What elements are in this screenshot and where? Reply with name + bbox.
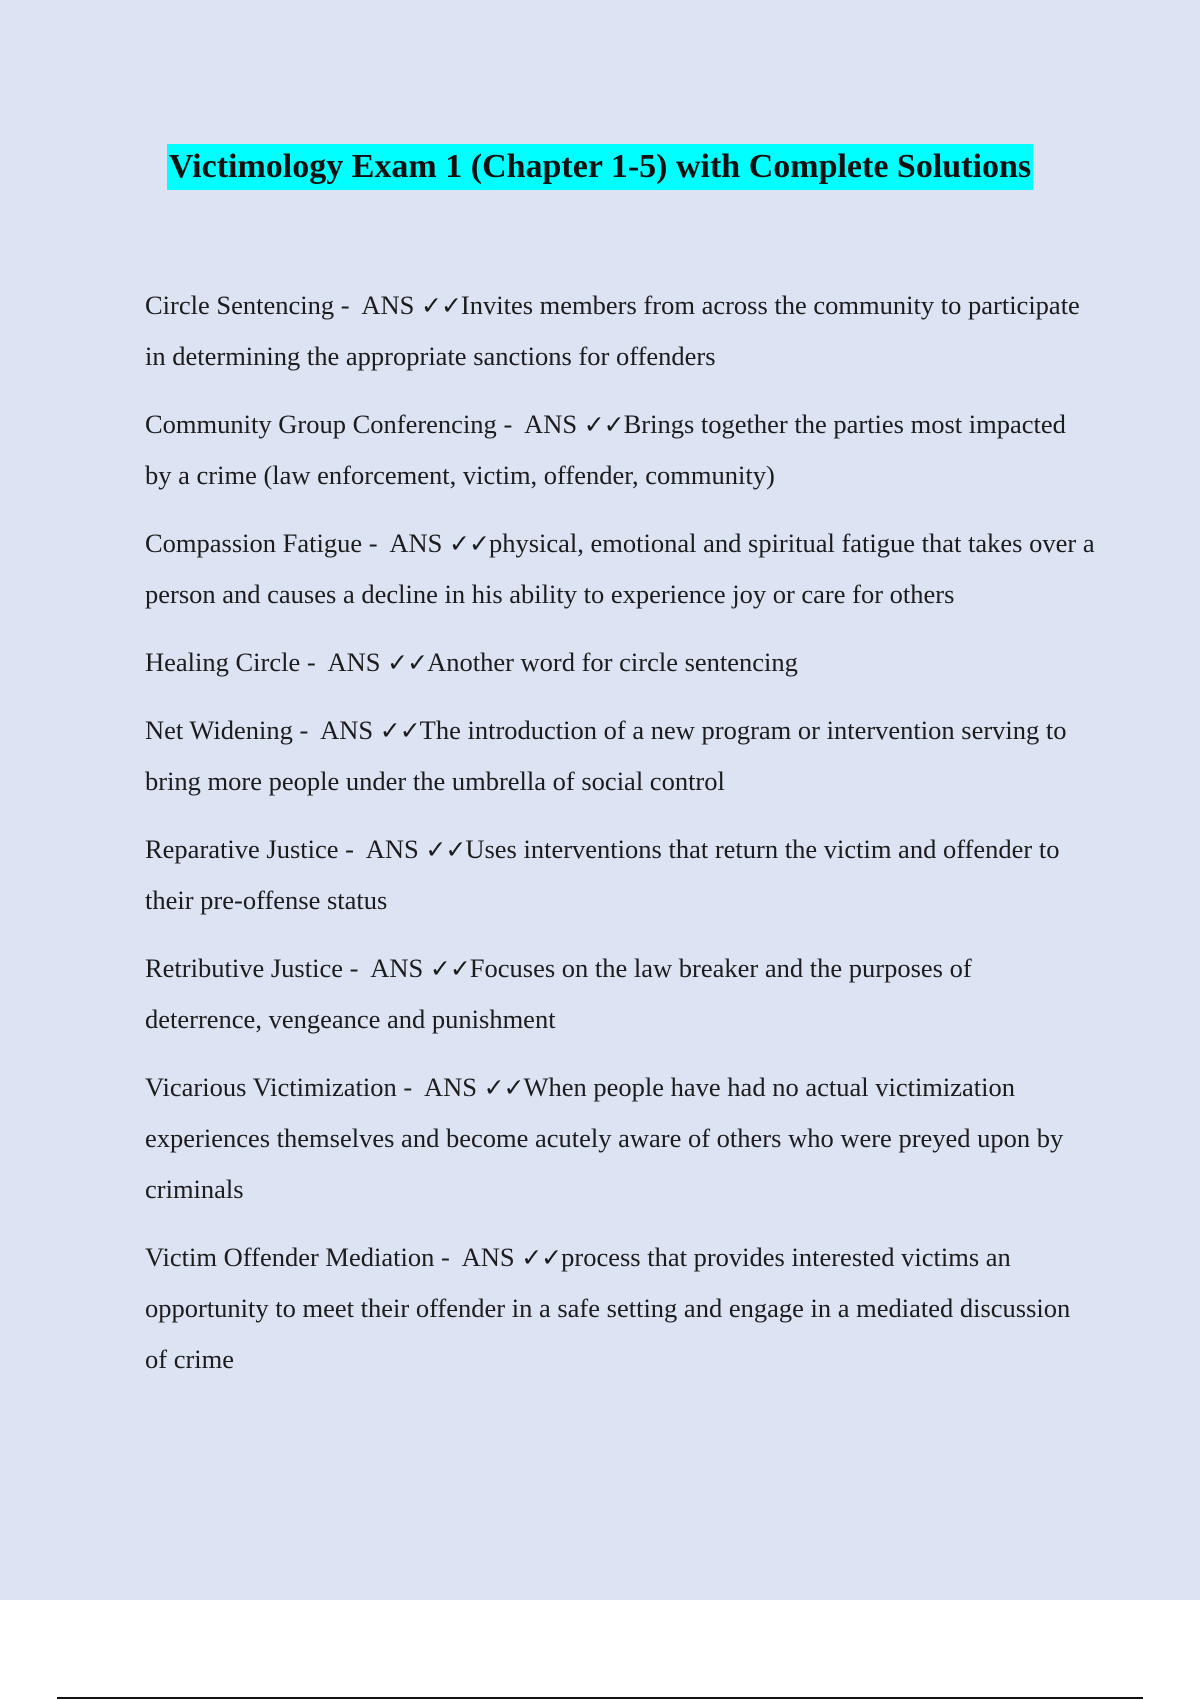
entry-term: Net Widening (145, 715, 293, 745)
entry-definition: Focuses on the law breaker and the purposes of deterrence, vengeance and punishment (145, 953, 972, 1034)
answer-label: ANS (365, 834, 426, 864)
double-check-icon: ✓✓ (429, 954, 470, 983)
entry-separator: - (342, 953, 371, 983)
entry-term: Victim Offender Mediation (145, 1242, 435, 1272)
entry-definition: The introduction of a new program or intervention serving to bring more people under the umbrella of social control (145, 715, 1067, 796)
list-item (145, 280, 1095, 382)
entry-separator: - (362, 528, 390, 558)
footer-divider (57, 1697, 1143, 1699)
entry-term: Circle Sentencing (145, 290, 335, 320)
double-check-icon: ✓✓ (483, 1073, 524, 1102)
double-check-icon: ✓✓ (421, 291, 461, 320)
list-item (145, 1062, 1095, 1215)
double-check-icon: ✓✓ (379, 716, 420, 745)
entry-list (145, 280, 1095, 1402)
entry-separator: - (292, 715, 321, 745)
double-check-icon: ✓✓ (521, 1243, 562, 1272)
double-check-icon: ✓✓ (449, 529, 489, 558)
entry-separator: - (496, 409, 525, 439)
entry-definition: When people have had no actual victimization experiences themselves and become acutely aware of others who were preyed upon by criminals (145, 1072, 1064, 1204)
answer-label: ANS (524, 409, 584, 439)
entry-separator: - (300, 647, 328, 677)
entry-term: Vicarious Victimization (145, 1072, 397, 1102)
list-item (145, 943, 1095, 1045)
answer-label: ANS (461, 1242, 522, 1272)
answer-label: ANS (423, 1072, 484, 1102)
answer-label: ANS (320, 715, 380, 745)
entry-definition: physical, emotional and spiritual fatigue that takes over a person and causes a decline in his ability to experience joy or care for others (145, 528, 1095, 609)
entry-definition: Uses interventions that return the victim and offender to their pre-offense status (145, 834, 1060, 915)
list-item (145, 637, 1095, 688)
entry-definition: Invites members from across the community to participate in determining the appropriate sanctions for offenders (145, 290, 1080, 371)
entry-separator: - (434, 1242, 462, 1272)
entry-separator: - (338, 834, 366, 864)
entry-term: Community Group Conferencing (145, 409, 497, 439)
answer-label: ANS (389, 528, 450, 558)
entry-definition: Brings together the parties most impacted by a crime (law enforcement, victim, offender, community) (145, 409, 1066, 490)
entry-separator: - (396, 1072, 424, 1102)
double-check-icon: ✓✓ (583, 410, 624, 439)
entry-term: Reparative Justice (145, 834, 339, 864)
list-item (145, 1232, 1095, 1385)
entry-separator: - (334, 290, 362, 320)
entry-term: Compassion Fatigue (145, 528, 363, 558)
list-item (145, 705, 1095, 807)
double-check-icon: ✓✓ (425, 835, 466, 864)
double-check-icon: ✓✓ (387, 648, 428, 677)
answer-label: ANS (370, 953, 430, 983)
answer-label: ANS (327, 647, 388, 677)
list-item (145, 399, 1095, 501)
entry-definition: process that provides interested victims an opportunity to meet their offender in a safe setting and engage in a mediated discussion of crime (145, 1242, 1071, 1374)
document-title: Victimology Exam 1 (Chapter 1-5) with Complete Solutions (167, 144, 1033, 190)
answer-label: ANS (361, 290, 422, 320)
list-item (145, 518, 1095, 620)
title-container (0, 144, 1200, 190)
entry-definition: Another word for circle sentencing (427, 647, 798, 677)
list-item (145, 824, 1095, 926)
entry-term: Healing Circle (145, 647, 301, 677)
entry-term: Retributive Justice (145, 953, 343, 983)
